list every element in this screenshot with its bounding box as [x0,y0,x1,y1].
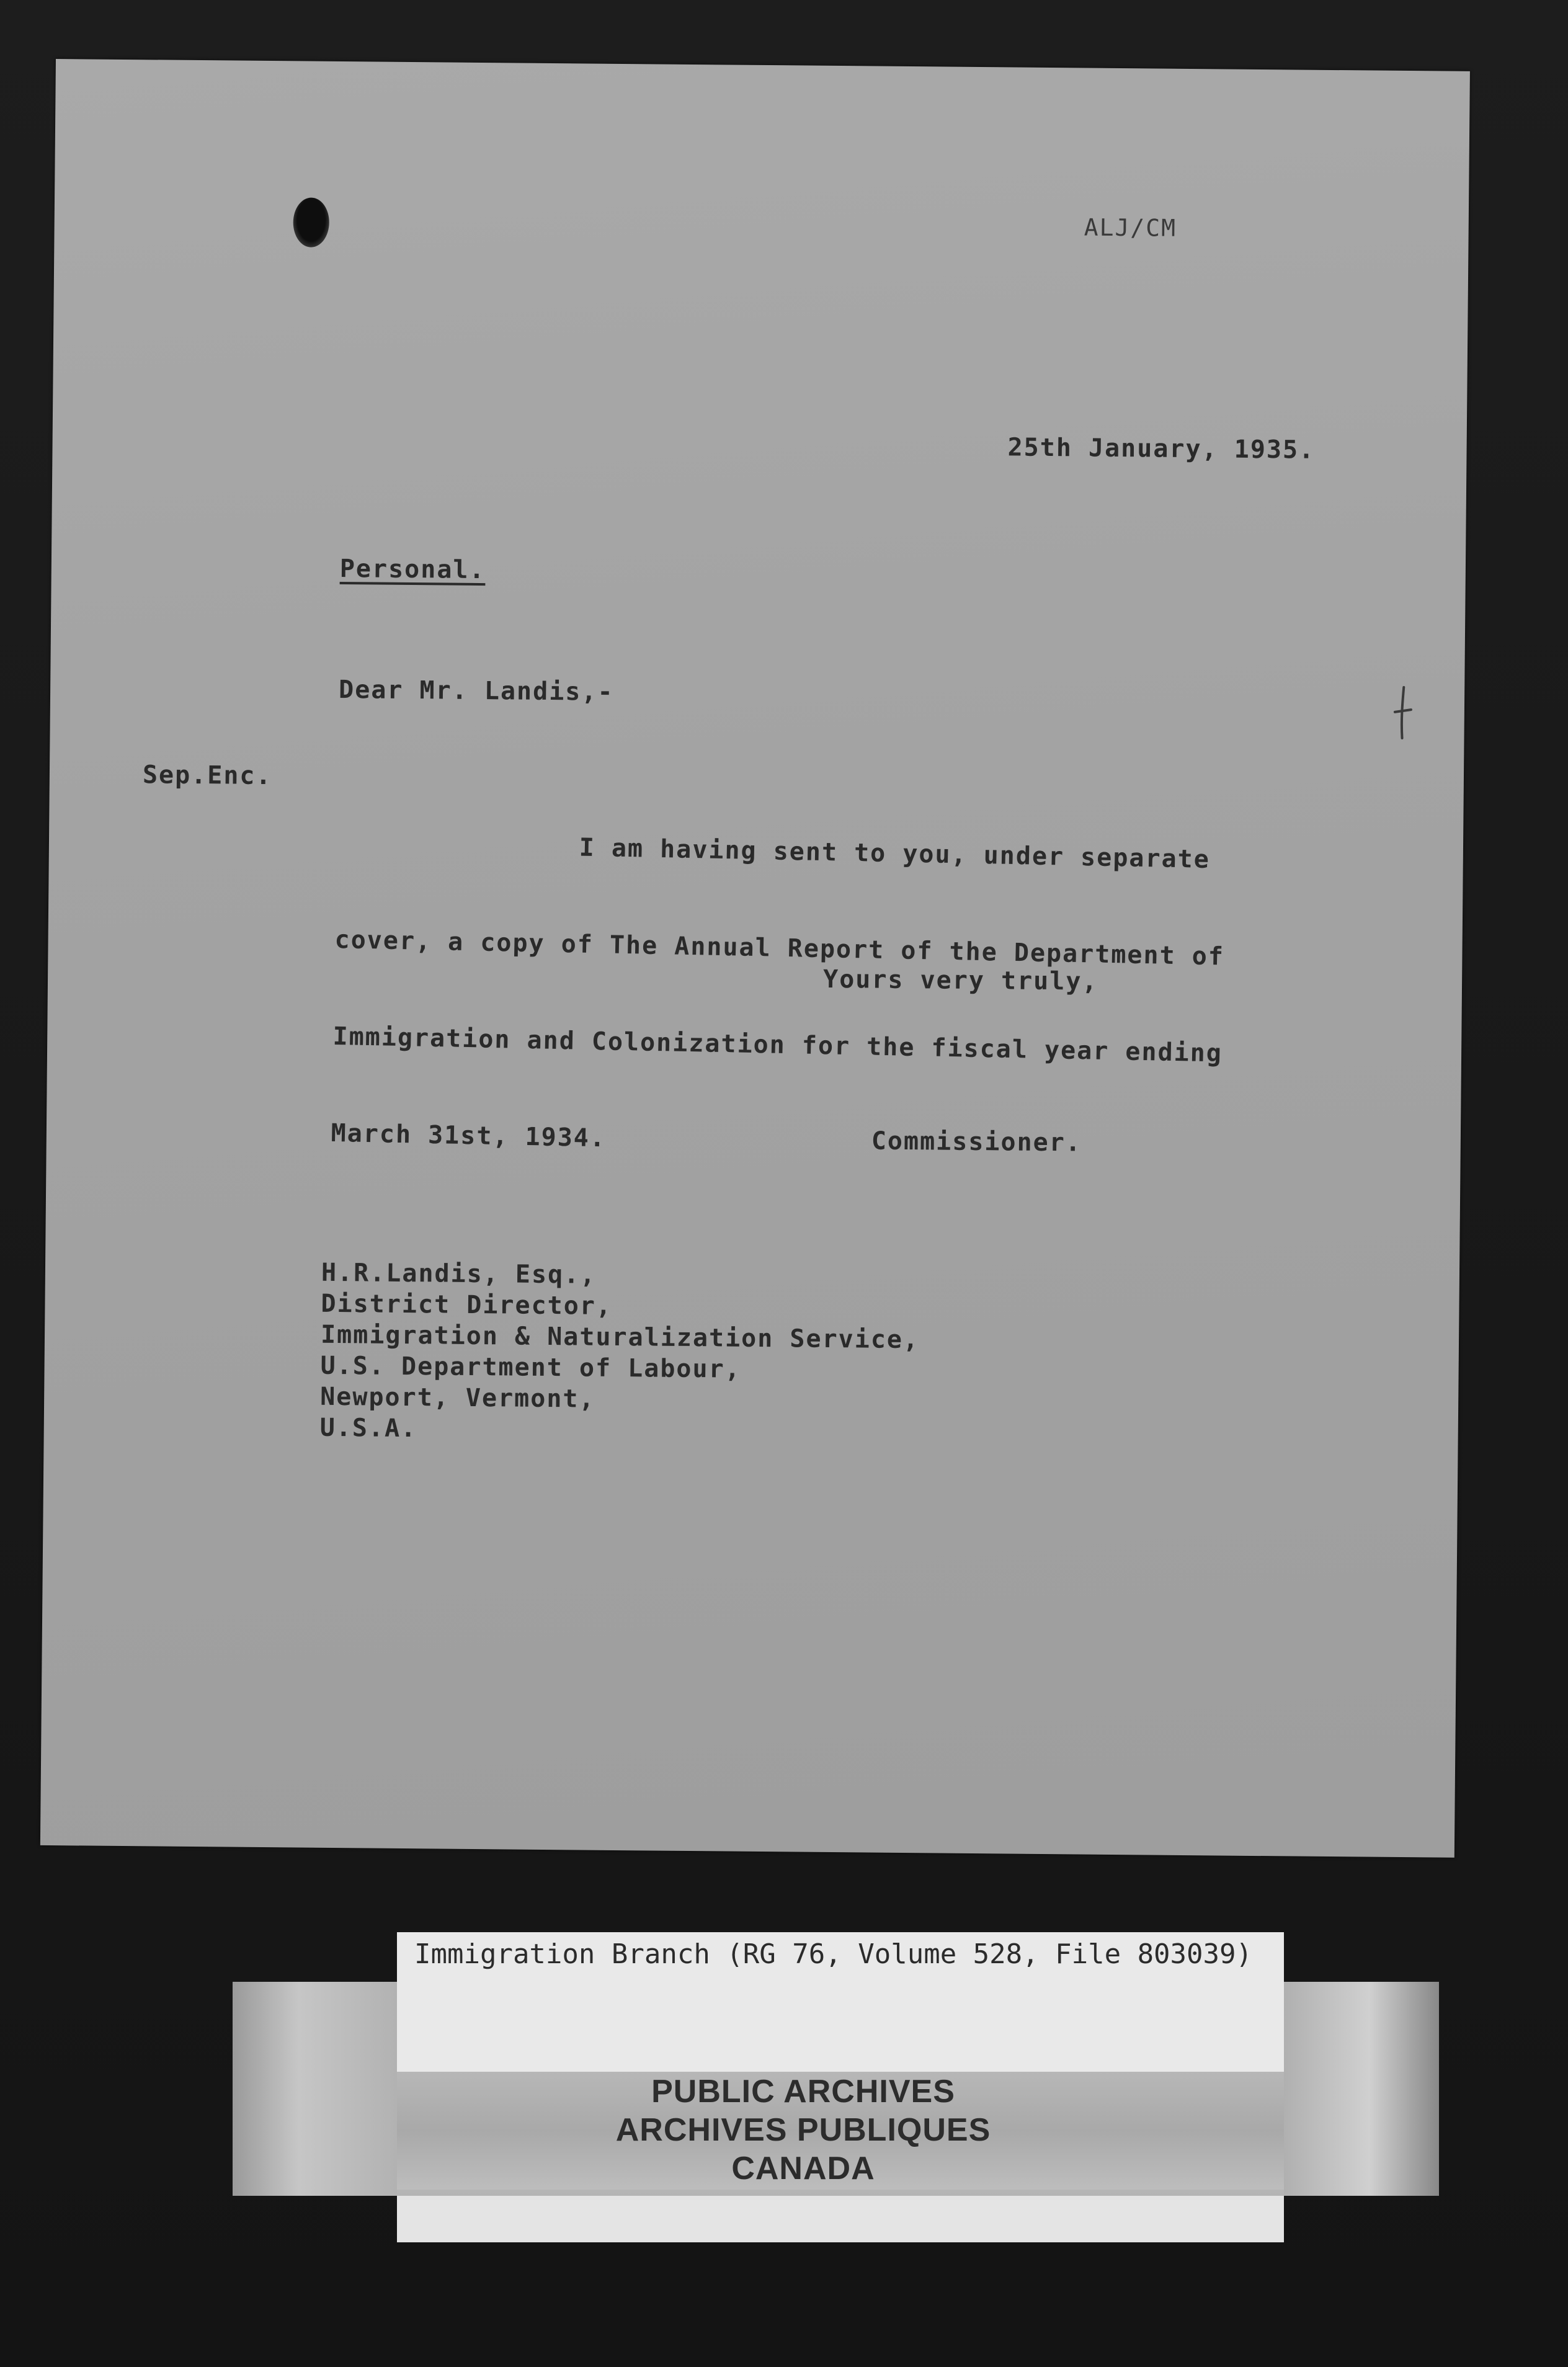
body-line: March 31st, 1934. [331,1118,607,1153]
stamp-line: ARCHIVES PUBLIQUES [615,2112,991,2148]
archive-caption: Immigration Branch (RG 76, Volume 528, File 803039) [414,1938,1253,1970]
archives-stamp [611,2071,996,2195]
body-line: cover, a copy of The Annual Report of the Department of [334,925,1225,971]
closing: Yours very truly, [822,965,1098,996]
label-bottom-strip [397,2196,1284,2242]
body-line: Immigration and Colonization for the fiscal year ending [332,1022,1223,1068]
address-line: Immigration & Naturalization Service, [320,1320,920,1355]
address-line: District Director, [321,1289,613,1321]
punch-hole [293,197,329,247]
address-line: H.R.Landis, Esq., [321,1258,597,1290]
address-line: Newport, Vermont, [319,1382,595,1414]
letter-page [40,59,1470,1858]
letter-body [329,762,1368,1234]
tape-left-end [233,1982,397,2196]
stamp-line: PUBLIC ARCHIVES [651,2074,955,2110]
enclosure-note: Sep.Enc. [142,760,272,791]
letter-date: 25th January, 1935. [1007,433,1316,465]
tape-right-end [1284,1982,1439,2196]
letter-heading: Personal. [339,555,486,585]
signature-title: Commissioner. [871,1126,1082,1157]
handwritten-mark [1389,685,1415,741]
salutation: Dear Mr. Landis,- [338,675,614,707]
stamp-line: CANADA [731,2151,875,2186]
address-line: U.S. Department of Labour, [320,1351,741,1384]
reference-initials: ALJ/CM [1084,213,1177,242]
address-line: U.S.A. [319,1413,417,1443]
body-line: I am having sent to you, under separate [336,828,1211,875]
